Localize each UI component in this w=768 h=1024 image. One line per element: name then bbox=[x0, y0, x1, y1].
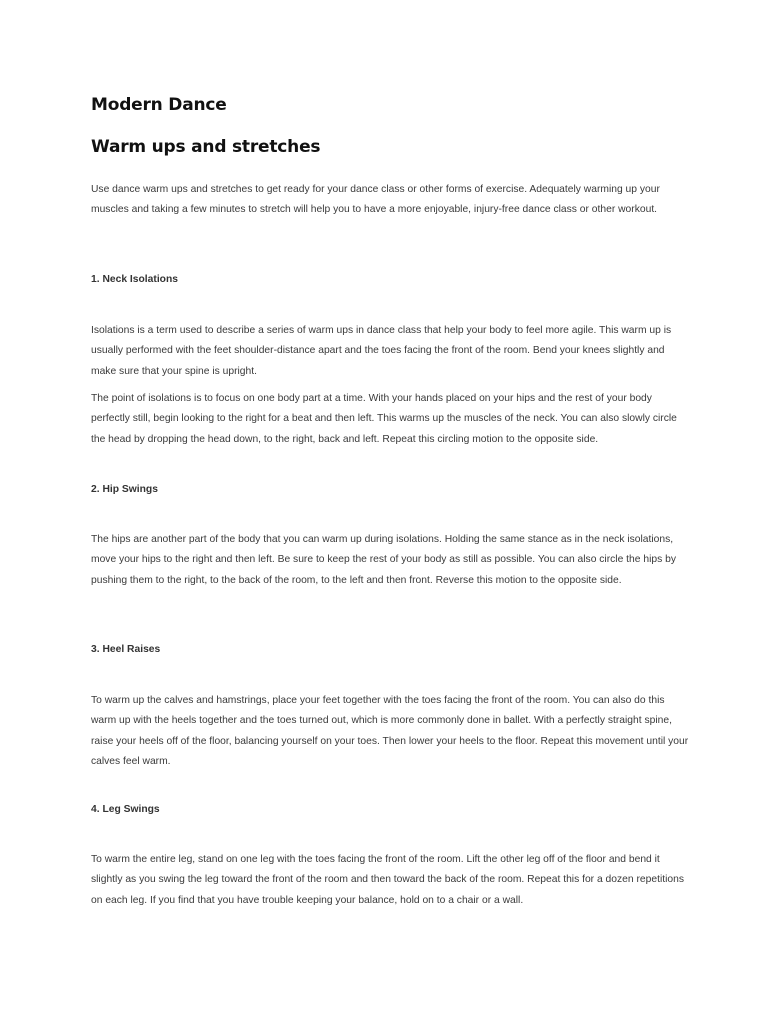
section-paragraph: The hips are another part of the body that you can warm up during isolations. Holding the same stance as in the neck isolations, move your hips to the right and then left. Be sure to keep the rest of your body as still as possible. You can also circle the hips by pushing them to the right, to the back of the room, to the left and then front. Reverse this motion to the opposite side. bbox=[91, 534, 676, 586]
section-paragraph: To warm the entire leg, stand on one leg with the toes facing the front of the room. Lift the other leg off of the floor and bend it slightly as you swing the leg toward the front of the room and then toward the back of the room. Repeat this for a dozen repetitions on each leg. If you find that you have trouble keeping your balance, hold on to a chair or a wall. bbox=[91, 854, 684, 906]
page-subtitle: Warm ups and stretches bbox=[91, 137, 321, 157]
section-paragraph: To warm up the calves and hamstrings, place your feet together with the toes facing the front of the room. You can also do this warm up with the heels together and the toes turned out, which is more commonly done in ballet. With a perfectly straight spine, raise your heels off of the floor, balancing yourself on your toes. Then lower your heels to the floor. Repeat this movement until your calves feel warm. bbox=[91, 695, 689, 768]
section-heading-heel-raises: 3. Heel Raises bbox=[91, 644, 161, 655]
section-paragraph: Isolations is a term used to describe a series of warm ups in dance class that help your body to feel more agile. This warm up is usually performed with the feet shoulder-distance apart and the toes facing the front of the room. Bend your knees slightly and make sure that your spine is upright. bbox=[91, 325, 672, 377]
section-paragraph: The point of isolations is to focus on one body part at a time. With your hands placed on your hips and the rest of your body perfectly still, begin looking to the right for a beat and then left. This warms up the muscles of the neck. You can also slowly circle the head by dropping the head down, to the right, back and left. Repeat this circling motion to the opposite side. bbox=[91, 393, 677, 445]
page-title: Modern Dance bbox=[91, 95, 227, 115]
section-heading-leg-swings: 4. Leg Swings bbox=[91, 804, 160, 815]
section-heading-neck-isolations: 1. Neck Isolations bbox=[91, 274, 178, 285]
intro-paragraph: Use dance warm ups and stretches to get ready for your dance class or other forms of exercise. Adequately warming up your muscles and taking a few minutes to stretch will help you to have a more enjoyable, injury-free dance class or other workout. bbox=[91, 184, 660, 216]
section-heading-hip-swings: 2. Hip Swings bbox=[91, 484, 158, 495]
